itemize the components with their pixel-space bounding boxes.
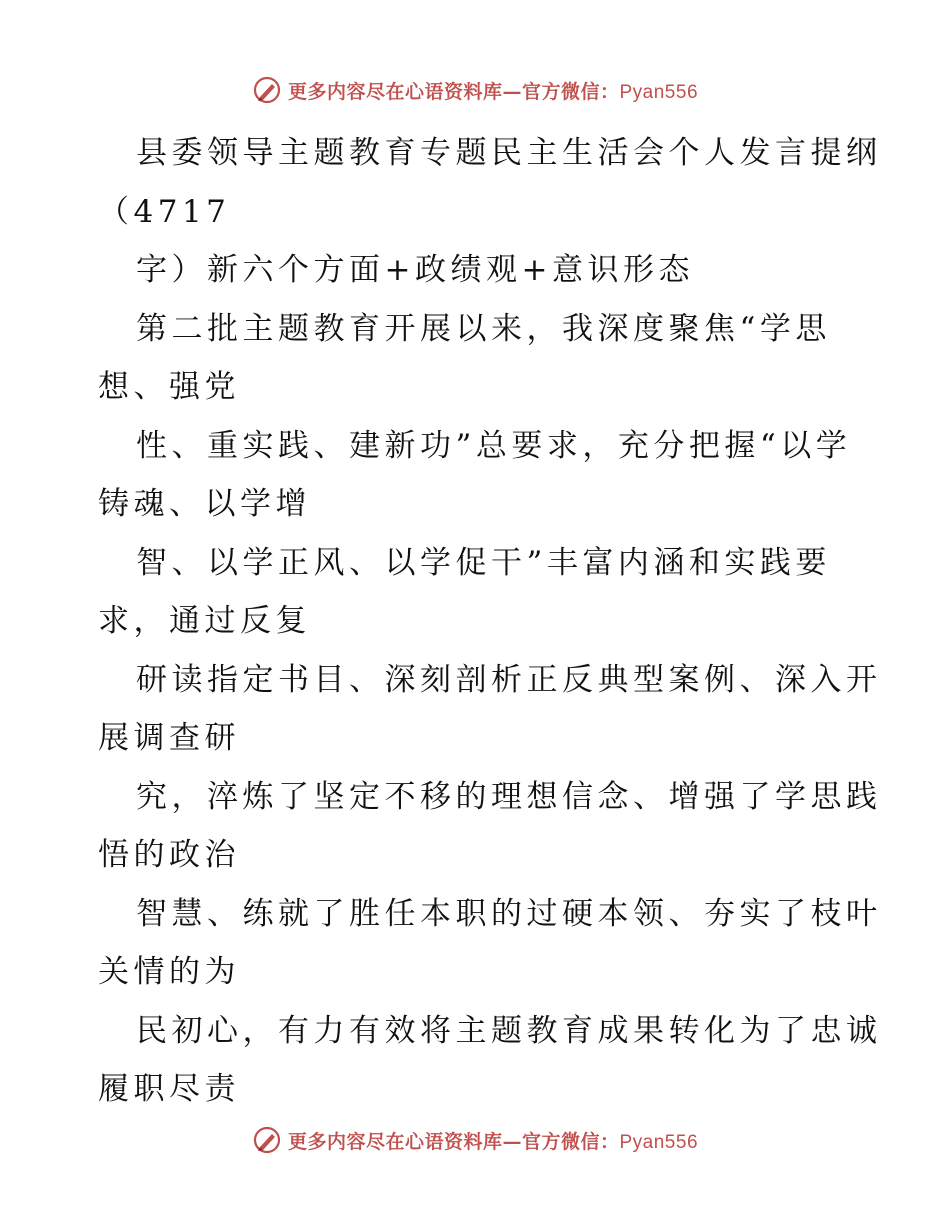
paragraph-line: 研读指定书目、深刻剖析正反典型案例、深入开 [136, 661, 882, 698]
pen-logo-icon [252, 75, 282, 105]
paragraph-line: 性、重实践、建新功”总要求，充分把握“以学 [136, 427, 852, 464]
footer-banner-handle: Pyan556 [619, 1131, 699, 1153]
paragraph-line: 求，通过反复 [98, 603, 311, 639]
paragraph-line: 究，淬炼了坚定不移的理想信念、增强了学思践 [136, 778, 882, 815]
footer-watermark-banner [0, 1120, 950, 1160]
paragraph-line: 民初心，有力有效将主题教育成果转化为了忠诚 [136, 1012, 882, 1049]
paragraph-line: 想、强党 [98, 369, 240, 405]
paragraph-line: 智、以学正风、以学促干”丰富内涵和实践要 [136, 544, 831, 581]
title-line-2: （4717 [98, 193, 231, 230]
paragraph-line: 第二批主题教育开展以来，我深度聚焦“学思 [136, 310, 831, 347]
footer-banner-text: 更多内容尽在心语资料库—官方微信：Pyan556 [287, 1130, 699, 1153]
header-banner-handle: Pyan556 [619, 81, 699, 103]
pen-logo-icon [252, 1125, 282, 1155]
paragraph-line: 履职尽责 [98, 1071, 240, 1107]
title-line-1: 县委领导主题教育专题民主生活会个人发言提纲 [136, 135, 882, 171]
paragraph-line: 关情的为 [98, 954, 240, 990]
paragraph-line: 悟的政治 [98, 837, 240, 873]
header-banner-text: 更多内容尽在心语资料库—官方微信：Pyan556 [287, 80, 699, 103]
paragraph-line: 铸魂、以学增 [98, 486, 311, 522]
paragraph-line: 展调查研 [98, 720, 240, 756]
header-watermark-banner [0, 70, 950, 110]
paragraph-line: 智慧、练就了胜任本职的过硬本领、夯实了枝叶 [136, 895, 882, 932]
document-body [98, 124, 882, 1119]
title-line-3: 字）新六个方面+政绩观+意识形态 [136, 252, 694, 288]
